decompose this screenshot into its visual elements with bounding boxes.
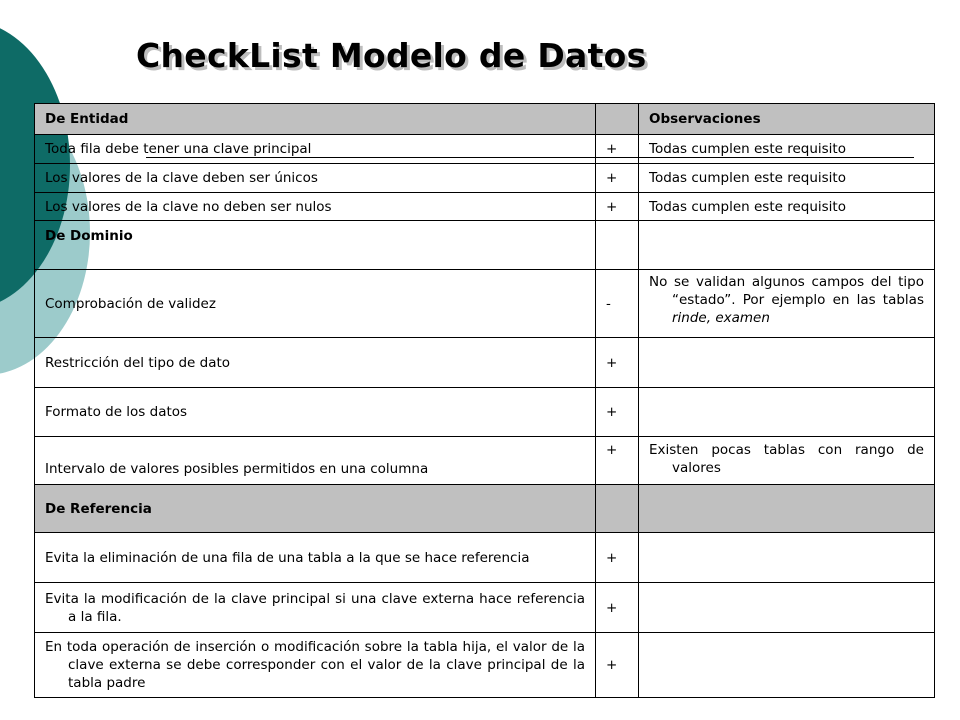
valor-cell: + [596,633,639,698]
observaciones-cell [639,338,935,388]
valor-cell: + [596,533,639,583]
criterio-cell: Toda fila debe tener una clave principal [35,135,596,164]
observaciones-cell: Existen pocas tablas con rango de valores [639,437,935,485]
section-header-referencia [35,485,935,533]
text-underline [146,157,914,158]
table-row [35,633,935,698]
header-criterio: De Entidad [35,104,596,135]
observaciones-cell: Todas cumplen este requisito [639,135,935,164]
criterio-cell: En toda operación de inserción o modificación sobre la tabla hija, el valor de la clave externa se debe corresponder con el valor de la clave principal de la tabla padre [35,633,596,698]
criterio-cell: Los valores de la clave deben ser únicos [35,164,596,193]
criterio-cell: Los valores de la clave no deben ser nulos [35,193,596,221]
observaciones-italic-text: rinde, examen [672,310,770,326]
observaciones-cell [639,388,935,437]
observaciones-cell [639,633,935,698]
section-header-dominio [35,221,935,270]
table-row [35,270,935,338]
table-row [35,338,935,388]
valor-cell: + [596,583,639,633]
table-row [35,388,935,437]
table-row [35,193,935,221]
valor-cell: + [596,388,639,437]
table-row [35,533,935,583]
valor-cell: + [596,135,639,164]
valor-cell: + [596,437,639,485]
observaciones-cell [639,533,935,583]
observaciones-cell [639,270,935,338]
section-header-entidad [35,104,935,135]
empty-cell [639,221,935,270]
valor-cell: - [596,270,639,338]
valor-cell: + [596,193,639,221]
header-observaciones: Observaciones [639,104,935,135]
criterio-cell: Restricción del tipo de dato [35,338,596,388]
empty-cell [596,485,639,533]
checklist-table [34,103,935,698]
observaciones-cell: Todas cumplen este requisito [639,193,935,221]
table-row [35,437,935,485]
observaciones-cell [639,583,935,633]
criterio-cell: Evita la eliminación de una fila de una tabla a la que se hace referencia [35,533,596,583]
page-title: CheckList Modelo de Datos [136,36,647,75]
criterio-cell: Evita la modificación de la clave principal si una clave externa hace referencia a la fila. [35,583,596,633]
empty-cell [639,485,935,533]
observaciones-text: No se validan algunos campos del tipo “estado”. Por ejemplo en las tablas [649,274,924,308]
header-valor [596,104,639,135]
criterio-cell: Comprobación de validez [35,270,596,338]
criterio-cell: Intervalo de valores posibles permitidos en una columna [35,437,596,485]
table-row [35,135,935,164]
observaciones-cell: Todas cumplen este requisito [639,164,935,193]
empty-cell [596,221,639,270]
valor-cell: + [596,164,639,193]
table-row [35,164,935,193]
table-row [35,583,935,633]
section-label: De Dominio [35,221,596,270]
criterio-cell: Formato de los datos [35,388,596,437]
section-label: De Referencia [35,485,596,533]
valor-cell: + [596,338,639,388]
